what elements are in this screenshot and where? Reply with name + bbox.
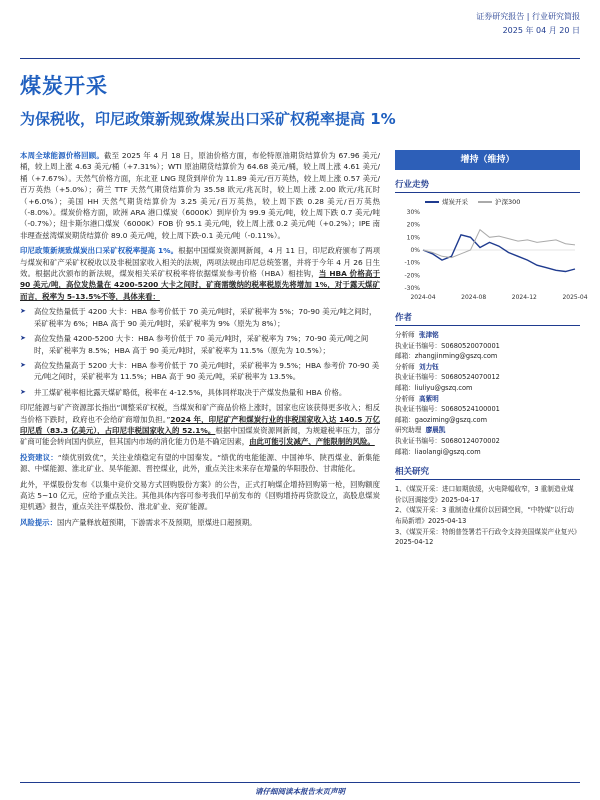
author-cert: 执业证书编号：S0680524100001 — [395, 405, 500, 414]
author-email[interactable]: 邮箱：liaolangi@gszq.com — [395, 447, 481, 456]
bullet-arrow-icon: ➤ — [20, 387, 26, 396]
paragraph-risk: 风险提示：国内产量释放超预期，下游需求不及预期，原煤进口超预期。 — [20, 517, 257, 527]
rating-badge: 增持（维持） — [395, 150, 580, 170]
paragraph-policy: 印尼政策新规致煤炭出口采矿权税率提高 1%。根据中国煤炭资源网新闻，4 月 11 日，印尼政府颁布了两项与煤炭和矿产采矿权税收以及非税国家收入相关的法规，两项法规由印尼总统签署，并将于今年 4 月 26 日生效。根据此次颁布的新法规，煤炭相关采矿权税率将依据煤炭参考价格（HBA）相挂钩，当 HBA 价格高于 90 美元/吨，高位发热量在 4200-5200 大卡之间时，矿商需缴纳的税率税原先将增加 1%，对于露天煤矿而言，税率为 5-13.5%不等，具体来看： — [20, 246, 381, 301]
bullet-item: ➤ 高位发热量 4200-5200 大卡：HBA 参考价低于 70 美元/吨时，采矿税率为 7%；70-90 美元/吨之间时，采矿税率为 8.5%；HBA 高于 90 美元/吨时，采矿税率为 11.5%（原先为 10.5%）； — [20, 334, 369, 355]
sidebar — [395, 150, 588, 548]
legend-item-hs300: 沪深300 — [478, 197, 520, 206]
trend-chart — [395, 208, 588, 303]
author-entry: 分析师 高紫明 — [395, 394, 439, 403]
bullet-item: ➤ 高位发热量高于 5200 大卡：HBA 参考价低于 70 美元/吨时，采矿税率为 9.5%；HBA 参考价 70-90 美元/吨之间时，采矿税率为 11.5%；HBA 高于 90 美元/吨，采矿税率为 13.5%。 — [20, 360, 380, 382]
author-entry: 研究助理 廖晨凯 — [395, 426, 446, 435]
x-tick-label: 2024-12 — [511, 294, 537, 301]
report-title: 为保税收，印尼政策新规致煤炭出口采矿权税率提高 1% — [20, 110, 396, 128]
bullet-arrow-icon: ➤ — [20, 334, 26, 343]
authors-title: 作者 — [395, 311, 580, 326]
y-tick-label: 20% — [406, 221, 420, 229]
page-footer: 请仔细阅读本报告末页声明 — [20, 782, 580, 797]
paragraph-prices: 本周全球能源价格回顾。截至 2025 年 4 月 18 日，原油价格方面，布伦特原油期货结算价为 67.96 美元/桶，较上周上涨 4.63 美元/桶（+7.31%）；WTI 原油期货结算价为 64.68 美元/桶，较上周上涨 4.61 美元/桶（+7.67%）。天然气价格方面，东北亚 LNG 现货到岸价为 11.89 美元/百万英热，较上周上涨 0.57 美元/百万英热（+5.0%）；荷兰 TTF 天然气期货结算价为 35.58 欧元/兆瓦时，较上周上涨 2.00 欧元/兆瓦时（+6.0%）；美国 HH 天然气期货结算价为 3.25 美元/百万英热，较上周下跌 0.28 美元/百万英热（-8.0%）。煤炭价格方面，欧洲 ARA 港口煤炭（6000K）到岸价为 99.9 美元/吨，较上周下跌 0.7 美元/吨（-0.7%）；纽卡斯尔港口煤炭（6000K）FOB 价 95.1 美元/吨，较上周上涨 0.2 美元/吨（+0.2%）；IPE 南非理查兹湾煤炭期货结算价 89.0 美元/吨，较上周下跌-0.1 美元/吨（-0.11%）。 — [20, 151, 380, 240]
report-type: 证券研究报告 | 行业研究简报 — [476, 12, 580, 21]
chart-legend — [425, 197, 580, 206]
y-tick-label: 30% — [406, 209, 420, 216]
y-tick-label: -20% — [404, 272, 420, 280]
bullet-item: ➤ 井工煤矿税率相比露天煤矿略低，税率在 4-12.5%，具体同样取决于产煤发热量和 HBA 价格。 — [20, 387, 347, 397]
author-cert: 执业证书编号：S0680524070012 — [395, 373, 500, 382]
y-tick-label: -10% — [404, 259, 420, 267]
related-item[interactable]: 2、《煤炭开采：3 重制造业煤价以回调空间，“中特煤”以行动布局新增》2025-04-13 — [395, 506, 574, 525]
paragraph-minister: 印尼能源与矿产资源部长指出“调整采矿权税，当煤炭和矿产商品价格上涨时，国家也应该获得更多收入；相反当价格下跌时，政府也不会给矿商增加负担。”2024 年，印尼矿产和煤炭行业的非税国家收入达 140.5 万亿印尼盾（83.3 亿美元），占印尼非税国家收入的 52.1%。根据中国煤炭资源网新闻，为规避税率压力，部分矿商可能会转向国内供应，但其国内市场的消化能力仍是不确定因素，由此可能引发减产、产能限制的风险。 — [20, 403, 380, 447]
header-divider — [20, 58, 580, 59]
related-list — [395, 484, 580, 548]
series-line-1 — [423, 230, 575, 258]
x-tick-label: 2024-08 — [461, 294, 487, 301]
report-header — [476, 10, 580, 38]
y-tick-label: 10% — [406, 234, 420, 242]
y-tick-label: 0% — [410, 247, 420, 254]
author-cert: 执业证书编号：S0680520070001 — [395, 341, 500, 350]
report-body — [20, 150, 380, 532]
related-item[interactable]: 3、《煤炭开采：特朗普签署若干行政令支持美国煤炭产业复兴》2025-04-12 — [395, 527, 578, 547]
author-list — [395, 330, 580, 457]
bullet-item: ➤ 高位发热量低于 4200 大卡：HBA 参考价低于 70 美元/吨时，采矿税率为 5%；70-90 美元/吨之间时，采矿税率为 6%；HBA 高于 90 美元/吨时，采矿税率为 9%（原先为 8%）； — [20, 307, 377, 328]
trend-title: 行业走势 — [395, 178, 580, 193]
industry-name: 煤炭开采 — [20, 74, 108, 98]
y-tick-label: -30% — [404, 285, 420, 292]
related-item[interactable]: 1、《煤炭开采：进口如期放缓，火电降幅收窄，3 重制造业煤价以回调接受》2025-04-17 — [395, 485, 574, 504]
legend-item-coal: 煤炭开采 — [425, 197, 468, 206]
bullet-arrow-icon: ➤ — [20, 360, 26, 369]
report-date: 2025 年 04 月 20 日 — [502, 26, 580, 35]
paragraph-buyback: 此外，平煤股份发布《以集中竞价交易方式回购股份方案》的公告，正式打响煤企增持回购第一枪，回购额度高达 5~10 亿元，应给予重点关注。其他具体内容可参考我们早前发布的《回购增持再贷款设立，高股息煤炭迎机遇》报告，重点关注平煤股份、淮北矿业、兖矿能源。 — [20, 479, 380, 512]
author-email[interactable]: 邮箱：liuliyu@gszq.com — [395, 383, 473, 392]
bullet-arrow-icon: ➤ — [20, 307, 26, 316]
author-email[interactable]: 邮箱：gaoziming@gszq.com — [395, 415, 487, 424]
author-entry: 分析师 张津铭 — [395, 331, 439, 339]
x-tick-label: 2025-04 — [562, 294, 588, 301]
x-tick-label: 2024-04 — [410, 294, 436, 301]
author-email[interactable]: 邮箱：zhangjinming@gszq.com — [395, 352, 498, 361]
author-entry: 分析师 刘力钰 — [395, 362, 439, 371]
paragraph-investment: 投资建议：“绩优别致优”，关注业绩稳定有望的中国秦发。“绩优的电能能源、中国神华、陕西煤业、新集能源、中煤能源、淮北矿业、昊华能源、晋控煤业，此外，重点关注未来存在增量的华阳股份、甘肃能化。 — [20, 452, 380, 474]
author-cert: 执业证书编号：S0680124070002 — [395, 436, 500, 445]
related-title: 相关研究 — [395, 465, 580, 480]
